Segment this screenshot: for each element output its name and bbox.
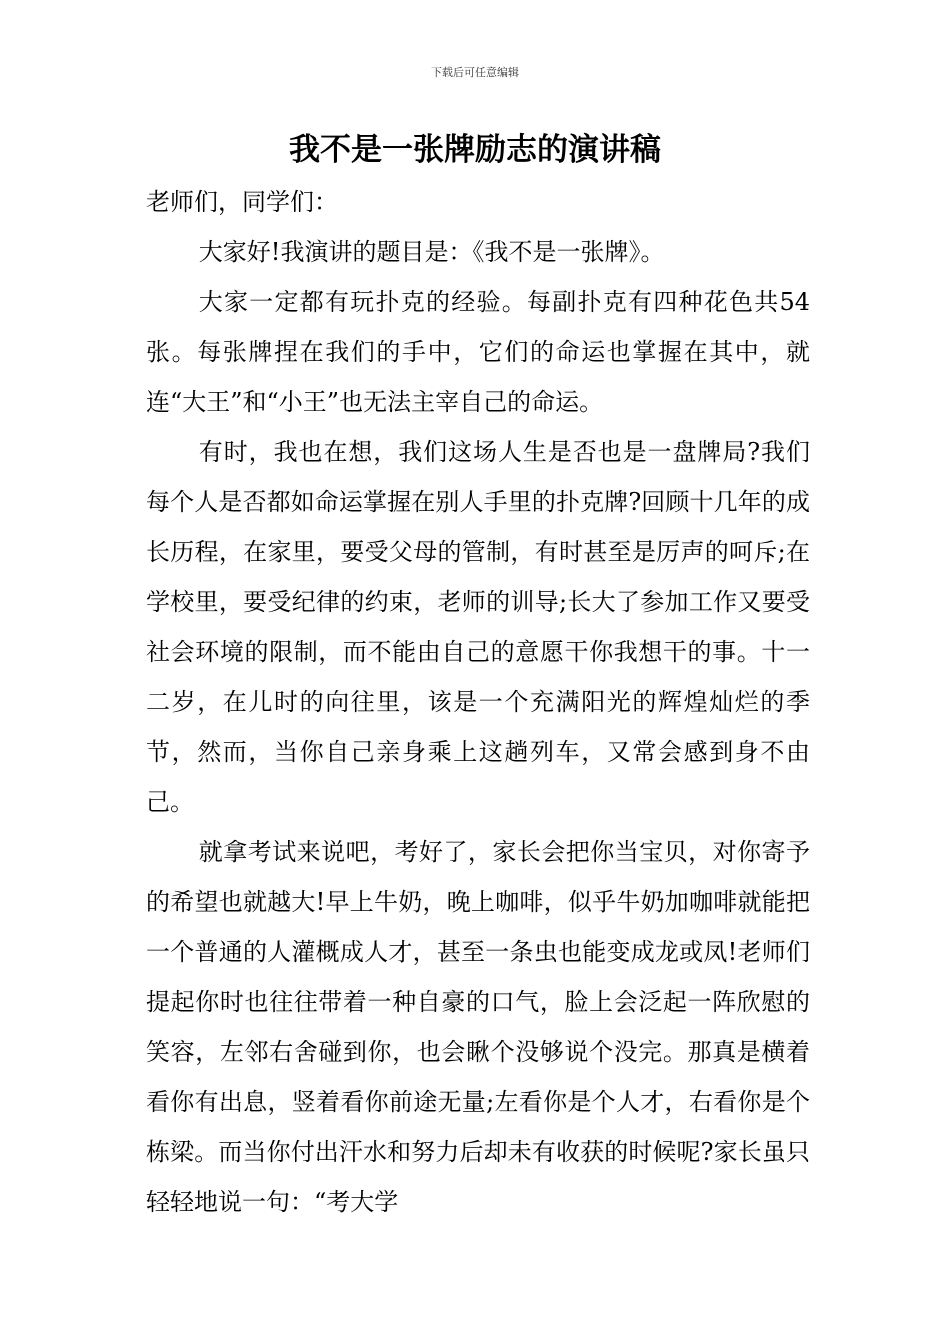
paragraph-1: 大家好!我演讲的题目是：《我不是一张牌》。: [198, 238, 665, 266]
paragraph-2: 大家一定都有玩扑克的经验。每副扑克有四种花色共54张。每张牌捏在我们的手中，它们的命运也掌握在其中，就连“大王”和“小王”也无法主宰自己的命运。: [146, 288, 810, 416]
paragraph-3: 有时，我也在想，我们这场人生是否也是一盘牌局?我们每个人是否都如命运掌握在别人手里的扑克牌?回顾十几年的成长历程，在家里，要受父母的管制，有时甚至是厉声的呵斥;在学校里，要受纪律的约束，老师的训导;长大了参加工作又要受社会环境的限制，而不能由自己的意愿干你我想干的事。十一二岁，在儿时的向往里，该是一个充满阳光的辉煌灿烂的季节，然而，当你自己亲身乘上这趟列车，又常会感到身不由己。: [146, 438, 810, 816]
paragraph-4: 就拿考试来说吧，考好了，家长会把你当宝贝，对你寄予的希望也就越大!早上牛奶，晚上咖啡，似乎牛奶加咖啡就能把一个普通的人灌概成人才，甚至一条虫也能变成龙或凤!老师们提起你时也往往带着一种自豪的口气，脸上会泛起一阵欣慰的笑容，左邻右舍碰到你，也会瞅个没够说个没完。那真是横着看你有出息，竖着看你前途无量;左看你是个人才，右看你是个栋梁。而当你付出汗水和努力后却未有收获的时候呢?家长虽只轻轻地说一句：“考大学: [146, 838, 810, 1216]
document-title: 我不是一张牌励志的演讲稿: [289, 132, 661, 168]
salutation: 老师们，同学们：: [146, 188, 338, 216]
header-note: 下载后可任意编辑: [431, 66, 519, 79]
document-body: [146, 177, 810, 1227]
